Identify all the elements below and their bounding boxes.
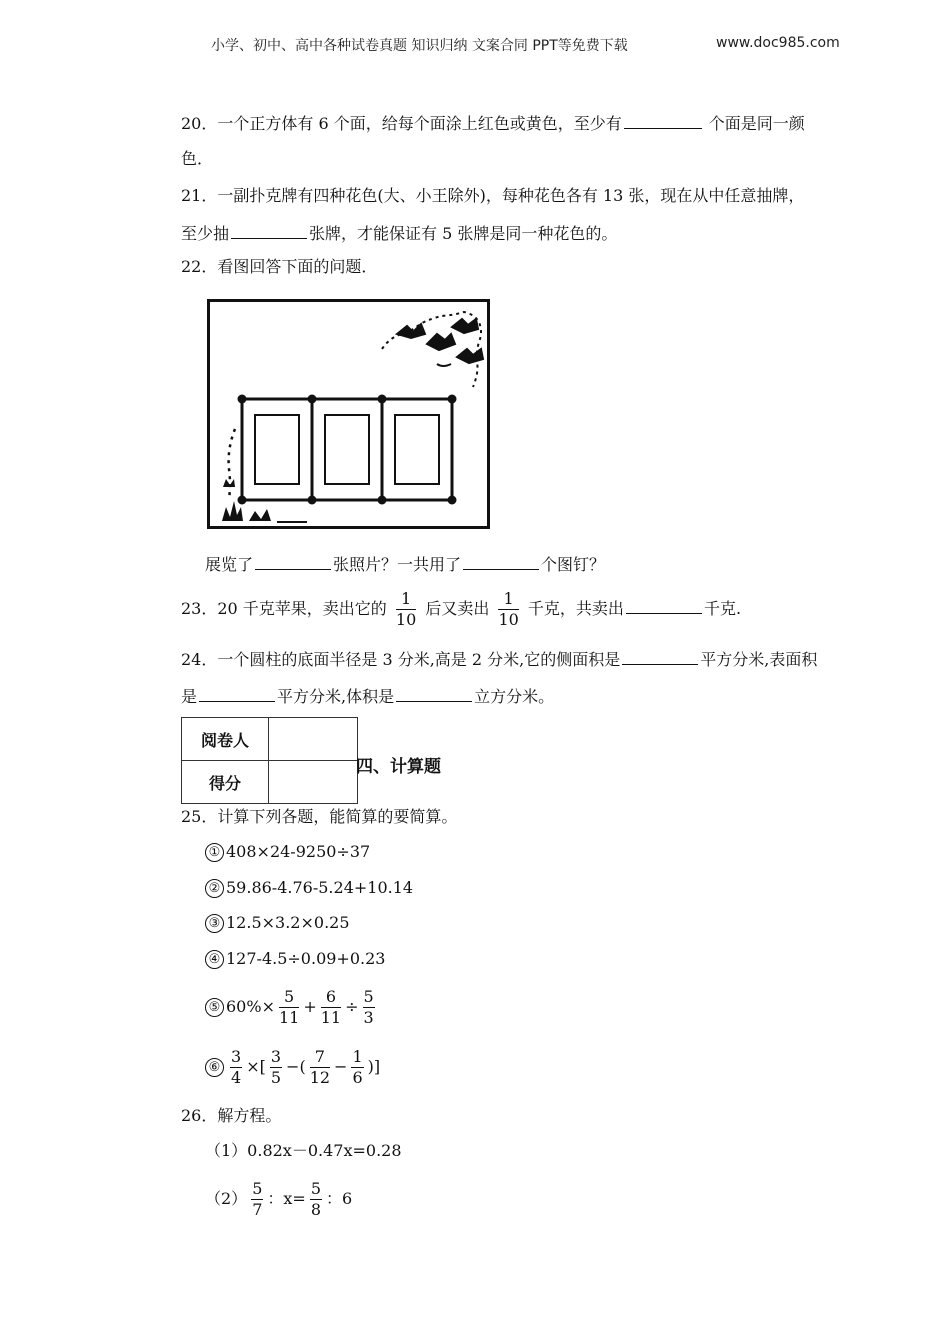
q25-title: 25．计算下列各题，能简算的要简算。 <box>181 807 458 826</box>
operator: ÷ <box>345 997 359 1016</box>
item-number: ① <box>205 843 224 862</box>
q22-text2: 张照片？一共用了 <box>333 555 462 574</box>
item-number: ④ <box>205 950 224 969</box>
q22-text: 展览了 <box>205 555 254 574</box>
score-label: 得分 <box>182 761 269 804</box>
q23-fraction-1: $\frac{1}{10}$ <box>395 589 417 629</box>
header-text: 小学、初中、高中各种试卷真题 知识归纳 文案合同 PPT等免费下载 <box>211 38 628 54</box>
pin-icon <box>378 496 387 505</box>
q23-text3: 千克，共卖出 <box>527 599 624 618</box>
q24-text2: 平方分米,表面积 <box>700 650 818 669</box>
header-url: www.doc985.com <box>716 35 840 51</box>
expr: 408×24-9250÷37 <box>226 842 371 861</box>
q23-fraction-2: $\frac{1}{10}$ <box>498 589 519 629</box>
q26-eq-2 <box>205 1176 352 1222</box>
eq-text: ：6 <box>326 1189 353 1208</box>
pin-icon <box>448 395 457 404</box>
reviewer-cell <box>269 718 358 761</box>
q20-text2: 个面是同一颜 <box>703 114 805 133</box>
expr: 127-4.5÷0.09+0.23 <box>226 949 386 968</box>
fraction: $\frac{3}{5}$ <box>270 1047 282 1087</box>
fraction: $\frac{6}{11}$ <box>320 987 342 1027</box>
q24-line2 <box>181 685 554 707</box>
q22-text3: 个图钉？ <box>541 555 606 574</box>
pin-icon <box>378 395 387 404</box>
q21-line1: 21．一副扑克牌有四种花色(大、小王除外)，每种花色各有 13 张，现在从中任意抽牌， <box>181 186 805 205</box>
q23-blank <box>626 597 702 614</box>
q24-text: 24．一个圆柱的底面半径是 3 分米,高是 2 分米,它的侧面积是 <box>181 650 621 669</box>
fraction: $\frac{5}{3}$ <box>363 987 374 1027</box>
q23-text2: 后又卖出 <box>425 599 490 618</box>
q20-line1 <box>181 112 805 134</box>
q21-text2: 张牌，才能保证有 5 张牌是同一种花色的。 <box>309 224 618 243</box>
fraction: $\frac{5}{8}$ <box>310 1179 321 1219</box>
q21-line2 <box>181 222 617 244</box>
expr: 60%× <box>226 997 275 1016</box>
expr: 12.5×3.2×0.25 <box>226 913 350 932</box>
fraction: $\frac{5}{11}$ <box>278 987 300 1027</box>
q22-question <box>205 553 605 575</box>
pin-icon <box>238 496 247 505</box>
q24-blank3 <box>396 685 472 702</box>
item-number: ② <box>205 879 224 898</box>
q25-item-1 <box>205 842 370 862</box>
q25-item-5 <box>205 984 379 1030</box>
item-number: ⑥ <box>205 1058 224 1077</box>
q24-text3: 是 <box>181 687 198 706</box>
grader-table <box>181 717 358 804</box>
pin-icon <box>308 496 317 505</box>
q26-title: 26．解方程。 <box>181 1106 282 1125</box>
q24-text5: 立方分米。 <box>474 687 555 706</box>
q24-blank1 <box>622 648 698 665</box>
q22-title: 22．看图回答下面的问题． <box>181 257 378 276</box>
expr: 59.86-4.76-5.24+10.14 <box>226 878 414 897</box>
section-title: 四、计算题 <box>356 757 441 777</box>
q23-text4: 千克. <box>703 599 742 618</box>
q25-item-3 <box>205 913 350 933</box>
fraction: $\frac{5}{7}$ <box>252 1179 263 1219</box>
item-number: ⑤ <box>205 998 224 1017</box>
q23-text: 23．20 千克苹果，卖出它的 <box>181 599 387 618</box>
q25-item-4 <box>205 949 385 969</box>
pin-icon <box>448 496 457 505</box>
eq-text: ：x= <box>267 1189 306 1208</box>
eq-label: （2） <box>205 1189 248 1208</box>
pin-icon <box>238 395 247 404</box>
q20-line2: 色． <box>181 149 214 168</box>
q21-text: 至少抽 <box>181 224 230 243</box>
q22-blank1 <box>255 553 331 570</box>
q25-item-6 <box>205 1044 380 1090</box>
q20-text: 20．一个正方体有 6 个面，给每个面涂上红色或黄色，至少有 <box>181 114 622 133</box>
q24-blank2 <box>199 685 275 702</box>
q25-item-2 <box>205 878 413 898</box>
q24-line1 <box>181 648 817 670</box>
q23-line <box>181 586 741 632</box>
fraction: $\frac{3}{4}$ <box>231 1047 242 1087</box>
operator: ×[ <box>246 1057 266 1076</box>
operator: − <box>334 1057 348 1076</box>
score-cell <box>269 761 358 804</box>
reviewer-label: 阅卷人 <box>182 718 269 761</box>
fraction: $\frac{7}{12}$ <box>309 1047 331 1087</box>
q24-text4: 平方分米,体积是 <box>277 687 395 706</box>
photo-exhibit-figure <box>207 299 491 531</box>
item-number: ③ <box>205 914 224 933</box>
q26-eq-1: （1）0.82x－0.47x=0.28 <box>205 1141 402 1160</box>
operator: )] <box>367 1057 381 1076</box>
q20-blank <box>624 112 702 129</box>
q21-blank <box>231 222 307 239</box>
fraction: $\frac{1}{6}$ <box>352 1047 363 1087</box>
operator: −( <box>286 1057 306 1076</box>
q22-blank2 <box>463 553 539 570</box>
operator: + <box>303 997 317 1016</box>
pin-icon <box>308 395 317 404</box>
